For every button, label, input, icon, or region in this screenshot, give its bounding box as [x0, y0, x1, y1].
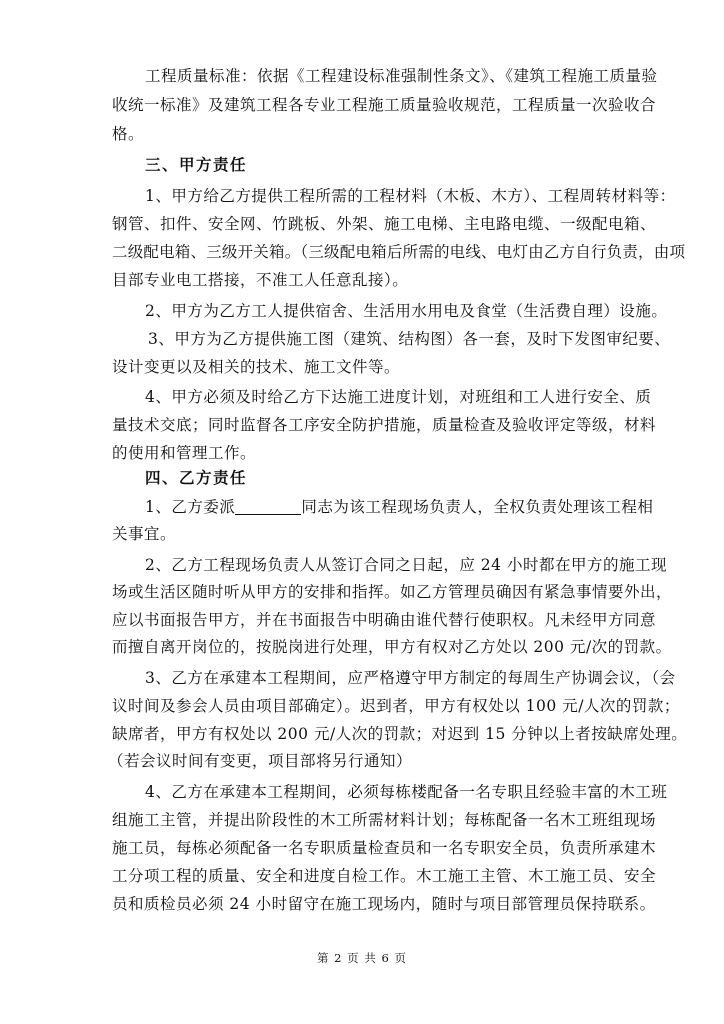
text-line: 关事宜。 [112, 525, 177, 543]
text-line: 施工员，每栋必须配备一名专职质量检查员和一名专职安全员，负责所承建木 [112, 839, 657, 857]
text-line: 而擅自离开岗位的，按脱岗进行处理，甲方有权对乙方处以 200 元/次的罚款。 [112, 638, 672, 656]
text-line: 缺席者，甲方有权处以 200 元/人次的罚款；对迟到 15 分钟以上者按缺席处理。 [112, 725, 688, 743]
text-line: 员和质检员必须 24 小时留守在施工现场内，随时与项目部管理员保持联系。 [112, 895, 656, 913]
text-line: 4、甲方必须及时给乙方下达施工进度计划，对班组和工人进行安全、质 [145, 388, 652, 406]
text-line: （若会议时间有变更，项目部将另行通知） [108, 752, 413, 770]
text-line: 格。 [112, 125, 145, 143]
text-line: 工分项工程的质量、安全和进度自检工作。木工施工主管、木工施工员、安全 [112, 867, 657, 885]
text-line: 4、乙方在承建本工程期间，必须每栋楼配备一名专职且经验丰富的木工班 [145, 783, 668, 801]
text-line: 目部专业电工搭接，不准工人任意乱接）。 [112, 271, 409, 289]
text-line [145, 497, 653, 517]
text-line: 钢管、扣件、安全网、竹跳板、外架、施工电梯、主电路电缆、一级配电箱、 [112, 215, 657, 233]
text-line: 的使用和管理工作。 [112, 444, 257, 462]
text-segment: 1、乙方委派 [145, 498, 236, 516]
text-line: 3、甲方为乙方提供施工图（建筑、结构图）各一套，及时下发图审纪要、 [148, 330, 671, 348]
text-line: 2、乙方工程现场负责人从签订合同之日起，应 24 小时都在甲方的施工现 [145, 556, 667, 574]
text-line: 议时间及参会人员由项目部确定）。迟到者，甲方有权处以 100 元/人次的罚款； [112, 697, 680, 715]
text-line: 收统一标准》及建筑工程各专业工程施工质量验收规范，工程质量一次验收合 [112, 96, 657, 114]
text-line: 3、乙方在承建本工程期间，应严格遵守甲方制定的每周生产协调会议，（会 [145, 669, 676, 687]
text-line: 组施工主管，并提出阶段性的木工所需材料计划；每栋配备一名木工班组现场 [112, 811, 657, 829]
blank-field [235, 498, 301, 515]
page-footer: 第 2 页 共 6 页 [317, 951, 407, 965]
text-line: 1、甲方给乙方提供工程所需的工程材料（木板、木方）、工程周转材料等： [145, 187, 676, 205]
text-line: 2、甲方为乙方工人提供宿舍、生活用水用电及食堂（生活费自理）设施。 [145, 302, 668, 320]
text-line: 应以书面报告甲方，并在书面报告中明确由谁代替行使职权。凡未经甲方同意 [112, 611, 657, 629]
section-heading: 三、甲方责任 [145, 155, 248, 174]
text-line: 工程质量标准：依据《工程建设标准强制性条文》、《建筑工程施工质量验 [145, 67, 658, 85]
text-line: 场或生活区随时听从甲方的安排和指挥。如乙方管理员确因有紧急事情要外出， [112, 583, 673, 601]
text-segment: 同志为该工程现场负责人，全权负责处理该工程相 [301, 498, 654, 516]
section-heading: 四、乙方责任 [145, 468, 248, 487]
text-line: 设计变更以及相关的技术、施工文件等。 [112, 358, 401, 376]
text-line: 二级配电箱、三级开关箱。（三级配电箱后所需的电线、电灯由乙方自行负责，由项 [112, 243, 686, 261]
text-line: 量技术交底；同时监督各工序安全防护措施，质量检查及验收评定等级，材料 [112, 416, 657, 434]
